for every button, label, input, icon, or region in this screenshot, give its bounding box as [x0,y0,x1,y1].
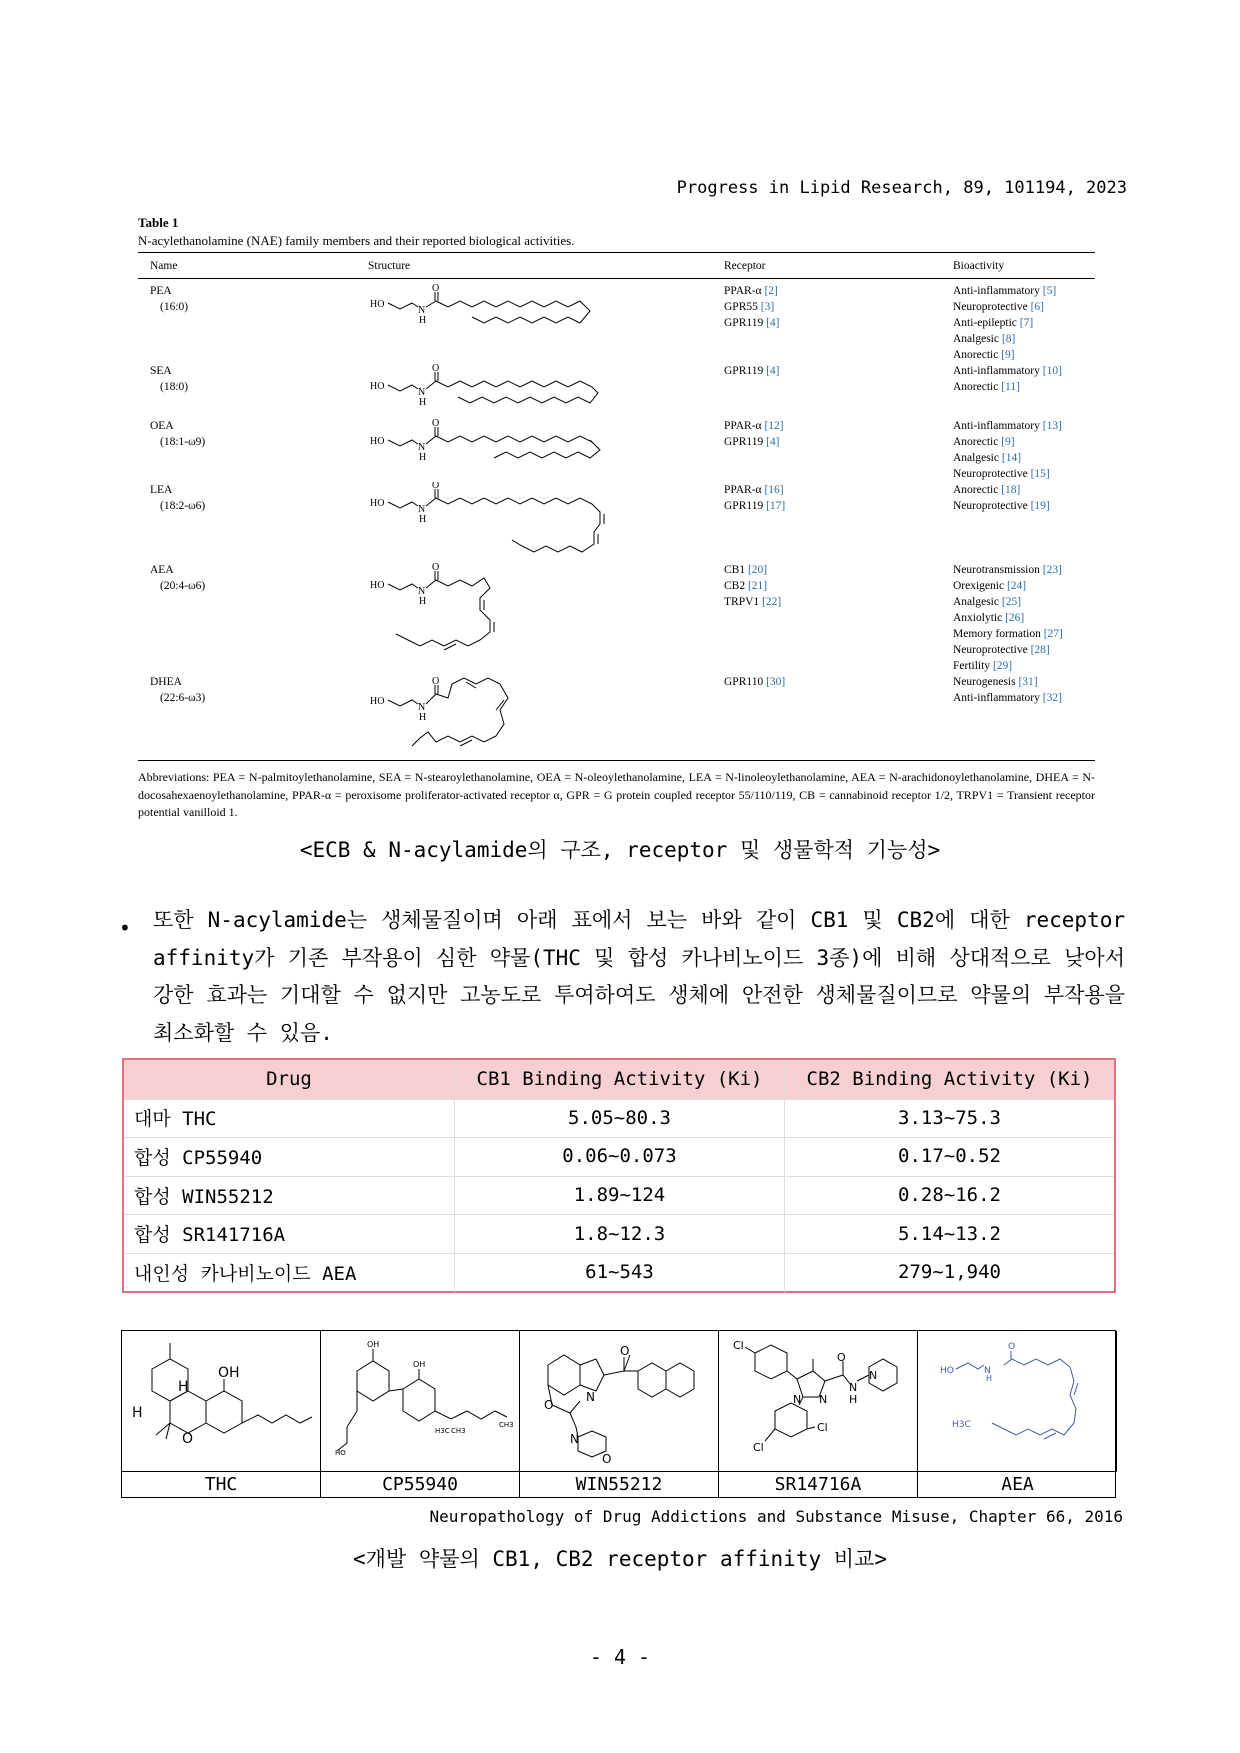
structure-label: THC [122,1471,321,1497]
receptor-name: GPR119 [724,317,767,329]
reference-link[interactable]: [7] [1019,317,1034,329]
atom-label: H [132,1405,143,1421]
table-bottom-rule [138,760,1095,761]
cb1-cell: 0.06~0.073 [454,1137,784,1176]
atom-label: N [418,586,426,597]
receptor-name: CB2 [724,580,748,592]
dhea-structure [368,674,708,754]
bioactivity-entry [953,482,1050,498]
source-citation: Neuropathology of Drug Addictions and Substance Misuse, Chapter 66, 2016 [429,1507,1123,1526]
cp55940-structure-cell [321,1331,520,1471]
receptor-name: PPAR-α [724,285,765,297]
receptor-name: GPR119 [724,436,767,448]
reference-link[interactable]: [10] [1042,365,1062,377]
receptor-entry [724,674,785,690]
reference-link[interactable]: [28] [1030,644,1050,656]
journal-citation: Progress in Lipid Research, 89, 101194, 2023 [676,178,1127,198]
header-cell: Drug [266,1068,312,1091]
receptor-entry [724,482,785,498]
bioactivity-entry [953,578,1063,594]
cb1-cell: 5.05~80.3 [454,1099,784,1138]
reference-link[interactable]: [25] [1001,596,1022,608]
bioactivity-entry [953,642,1063,658]
figure-caption: <ECB & N-acylamide의 구조, receptor 및 생물학적 기능성> [299,838,941,862]
bioactivity-name: Orexigenic [953,580,1007,592]
bioactivity-name: Fertility [953,660,993,672]
reference-link[interactable]: [14] [1001,452,1022,464]
atom-label: H [419,397,427,408]
reference-link[interactable]: [2] [764,285,778,297]
atom-label: HO [370,381,385,392]
sr141716a-structure [719,1331,916,1469]
atom-label: H [178,1379,189,1395]
reference-link[interactable]: [5] [1042,285,1057,297]
bioactivity-name: Analgesic [953,596,1002,608]
table-caption: N-acylethanolamine (NAE) family members and their reported biological activities. [138,233,575,248]
bioactivity-entry [953,658,1063,674]
atom-label: H [986,1374,993,1383]
nae-chain: (18:1-ω9) [160,436,206,448]
atom-label: N [793,1393,802,1406]
abbreviations-footnote: Abbreviations: PEA = N-palmitoylethanolamine, SEA = N-stearoylethanolamine, OEA = N-oleoylethanolamine, LEA = N-linoleoylethanolamine, AEA = N-arachidonoylethanolamine, DHEA = N-docosahexaenoylethanolamine, PPAR-α = peroxisome proliferator-activated receptor α, GPR = G protein coupled receptor 55/110/119, CB = cannabinoid receptor 1/2, TRPV1 = Transient receptor potential vanilloid 1. [138,770,1095,819]
atom-label: HO [370,436,385,447]
atom-label: Cl [817,1421,828,1434]
reference-link[interactable]: [22] [762,596,782,608]
reference-link[interactable]: [29] [992,660,1013,672]
atom-label: N [819,1393,828,1406]
bioactivity-name: Neuroprotective [953,301,1031,313]
nae-chain: (20:4-ω6) [160,580,206,592]
receptor-name: PPAR-α [724,484,765,496]
receptor-entry [724,578,781,594]
bioactivity-entry [953,347,1056,363]
structure-label: SR14716A [719,1471,918,1497]
atom-label: N [418,387,426,398]
atom-label: O [837,1351,846,1364]
bioactivity-entry [953,466,1062,482]
bioactivity-entry [953,283,1056,299]
structure-table [121,1330,1116,1498]
atom-label: O [182,1431,194,1447]
thc-structure-cell [122,1331,321,1471]
cb2-cell: 3.13~75.3 [784,1099,1114,1138]
reference-link[interactable]: [31] [1018,676,1038,688]
receptor-entry [724,594,781,610]
bioactivity-entry [953,450,1062,466]
receptor-entry [724,434,784,450]
aea-drug-structure [918,1331,1115,1469]
atom-label: CH3 [499,1421,514,1429]
drug-cell: 합성 CP55940 [134,1146,263,1169]
drug-cell: 대마 THC [134,1108,217,1131]
atom-label: O [432,363,440,374]
bioactivity-entry [953,674,1062,690]
atom-label: H3C [952,1420,971,1430]
atom-label: Cl [733,1339,744,1352]
col-header-name: Name [150,260,178,272]
reference-link[interactable]: [9] [1001,349,1015,361]
atom-label: N [418,305,426,316]
receptor-entry [724,315,780,331]
bioactivity-entry [953,315,1056,331]
sea-structure [368,363,708,413]
affinity-table [122,1058,1116,1293]
receptor-name: GPR119 [724,500,767,512]
reference-link[interactable]: [27] [1043,628,1063,640]
bioactivity-entry [953,610,1063,626]
nae-chain: (22:6-ω3) [160,692,206,704]
bioactivity-name: Analgesic [953,452,1002,464]
reference-link[interactable]: [18] [1001,484,1021,496]
atom-label: N [570,1432,579,1446]
bioactivity-entry [953,690,1062,706]
nae-name: LEA [150,484,173,496]
bioactivity-name: Neurotransmission [953,564,1043,576]
atom-label: O [1008,1342,1016,1352]
bioactivity-name: Anti-inflammatory [953,692,1043,704]
atom-label: H3C [435,1427,450,1435]
bioactivity-entry [953,594,1063,610]
bioactivity-name: Anti-inflammatory [953,285,1043,297]
atom-label: O [432,676,440,687]
reference-link[interactable]: [21] [747,580,768,592]
atom-label: HO [370,498,385,509]
bioactivity-entry [953,498,1050,514]
col-header-structure: Structure [368,260,411,272]
bioactivity-name: Anorectic [953,484,1002,496]
reference-link[interactable]: [11] [1001,381,1020,393]
cb1-cell: 1.89~124 [454,1176,784,1215]
cb2-cell: 0.17~0.52 [784,1137,1114,1176]
atom-label: O [620,1344,630,1358]
cb1-cell: 61~543 [454,1253,784,1292]
bioactivity-entry [953,379,1062,395]
reference-link[interactable]: [17] [766,500,786,512]
thc-structure [122,1331,319,1469]
table-row [124,1176,1114,1215]
atom-label: OH [413,1360,426,1369]
reference-link[interactable]: [32] [1042,692,1062,704]
atom-label: N [984,1366,991,1376]
nae-name: DHEA [150,676,182,688]
table-row [124,1137,1114,1176]
nae-chain: (18:2-ω6) [160,500,206,512]
structure-label: CP55940 [321,1471,520,1497]
drug-cell: 합성 WIN55212 [134,1185,274,1208]
reference-link[interactable]: [4] [766,436,780,448]
win55212-structure [520,1331,717,1469]
reference-link[interactable]: [9] [1001,436,1015,448]
table-top-rule [138,252,1095,253]
nae-name: AEA [150,564,174,576]
oea-structure [368,418,708,468]
cb2-cell: 0.28~16.2 [784,1176,1114,1215]
header-cell: CB2 Binding Activity (Ki) [784,1060,1114,1099]
win55212-structure-cell [520,1331,719,1471]
atom-label: OH [367,1340,380,1349]
atom-label: N [418,442,426,453]
reference-link[interactable]: [13] [1042,420,1062,432]
receptor-name: CB1 [724,564,748,576]
bioactivity-name: Analgesic [953,333,1002,345]
atom-label: H [849,1393,858,1406]
atom-label: OH [218,1365,240,1381]
structure-label: AEA [918,1471,1117,1497]
receptor-entry [724,363,780,379]
atom-label: HO [370,299,385,310]
bioactivity-name: Anti-inflammatory [953,420,1043,432]
atom-label: N [869,1369,878,1382]
reference-link[interactable]: [3] [760,301,775,313]
atom-label: O [432,562,440,573]
nae-chain: (16:0) [160,301,189,313]
figure-caption: <개발 약물의 CB1, CB2 receptor affinity 비교> [353,1547,887,1571]
bioactivity-name: Anti-inflammatory [953,365,1043,377]
atom-label: N [849,1381,858,1394]
table-header-rule [138,278,1095,279]
atom-label: O [432,418,440,429]
bullet-marker: • [119,916,131,940]
nae-name: SEA [150,365,172,377]
bullet-paragraph: 또한 N-acylamide는 생체물질이며 아래 표에서 보는 바와 같이 CB1 및 CB2에 대한 receptor affinity가 기존 부작용이 심한 약물(THC 및 합성 카나비노이드 3종)에 비해 상대적으로 낮아서 강한 효과는 기대할 수 없지만 고농도로 투여하여도 생체에 안전한 생체물질이므로 약물의 부작용을 최소화할 수 있음. [153,908,1125,1045]
bioactivity-entry [953,299,1056,315]
aea-structure-cell [918,1331,1117,1471]
reference-link[interactable]: [26] [1005,612,1025,624]
reference-link[interactable]: [30] [766,676,786,688]
cb1-cell: 1.8~12.3 [454,1214,784,1253]
receptor-name: GPR110 [724,676,767,688]
bioactivity-entry [953,331,1056,347]
reference-link[interactable]: [20] [747,564,768,576]
bioactivity-name: Memory formation [953,628,1044,640]
reference-link[interactable]: [4] [766,365,780,377]
bioactivity-name: Anti-epileptic [953,317,1020,329]
receptor-name: PPAR-α [724,420,765,432]
nae-chain: (18:0) [160,381,189,393]
atom-label: O [432,283,440,294]
table-header-row [124,1060,1114,1099]
table-row [124,1099,1114,1138]
atom-label: N [418,504,426,515]
reference-link[interactable]: [19] [1030,500,1050,512]
bioactivity-name: Neurogenesis [953,676,1019,688]
bioactivity-name: Neuroprotective [953,644,1031,656]
atom-label: HO [370,696,385,707]
receptor-entry [724,418,784,434]
bioactivity-name: Anorectic [953,349,1002,361]
atom-label: O [602,1452,612,1466]
atom-label: Cl [753,1441,764,1454]
atom-label: H [419,315,427,326]
table-row [124,1214,1114,1253]
receptor-name: TRPV1 [724,596,763,608]
atom-label: O [432,482,440,491]
cb2-cell: 5.14~13.2 [784,1214,1114,1253]
bioactivity-entry [953,626,1063,642]
bioactivity-entry [953,434,1062,450]
receptor-entry [724,498,785,514]
bioactivity-name: Anxiolytic [953,612,1006,624]
nae-name: OEA [150,420,174,432]
reference-link[interactable]: [23] [1042,564,1062,576]
reference-link[interactable]: [6] [1030,301,1045,313]
atom-label: N [586,1390,595,1404]
structure-label: WIN55212 [520,1471,719,1497]
aea-structure [368,562,708,662]
atom-label: H [419,514,427,525]
atom-label: H [419,596,427,607]
bioactivity-name: Neuroprotective [953,500,1031,512]
bioactivity-entry [953,562,1063,578]
atom-label: H [419,712,427,723]
reference-link[interactable]: [16] [764,484,784,496]
drug-cell: 합성 SR141716A [134,1224,286,1247]
drug-cell: 내인성 카나비노이드 AEA [134,1262,357,1285]
atom-label: HO [940,1366,954,1376]
receptor-entry [724,562,781,578]
receptor-entry [724,283,780,299]
reference-link[interactable]: [8] [1001,333,1016,345]
reference-link[interactable]: [12] [764,420,784,432]
bioactivity-entry [953,363,1062,379]
cb2-cell: 279~1,940 [784,1253,1114,1292]
reference-link[interactable]: [24] [1006,580,1027,592]
nae-name: PEA [150,285,172,297]
pea-structure [368,283,708,339]
bioactivity-entry [953,418,1062,434]
receptor-name: GPR119 [724,365,767,377]
atom-label: N [418,702,426,713]
atom-label: HO [370,580,385,591]
table-label: Table 1 [138,215,179,230]
bioactivity-name: Anorectic [953,436,1002,448]
table-row [124,1253,1114,1292]
atom-label: O [544,1398,554,1412]
bioactivity-name: Neuroprotective [953,468,1031,480]
atom-label: CH3 [451,1427,466,1435]
receptor-entry [724,299,780,315]
col-header-bioactivity: Bioactivity [953,260,1005,272]
receptor-name: GPR55 [724,301,761,313]
page-number: - 4 - [589,1645,651,1669]
cp55940-structure [321,1331,518,1469]
atom-label: H [419,452,427,463]
lea-structure [368,482,708,558]
sr141716a-structure-cell [719,1331,918,1471]
atom-label: HO [335,1449,346,1457]
reference-link[interactable]: [15] [1030,468,1050,480]
bioactivity-name: Anorectic [953,381,1002,393]
header-cell: CB1 Binding Activity (Ki) [454,1060,784,1099]
reference-link[interactable]: [4] [766,317,780,329]
col-header-receptor: Receptor [724,260,766,272]
